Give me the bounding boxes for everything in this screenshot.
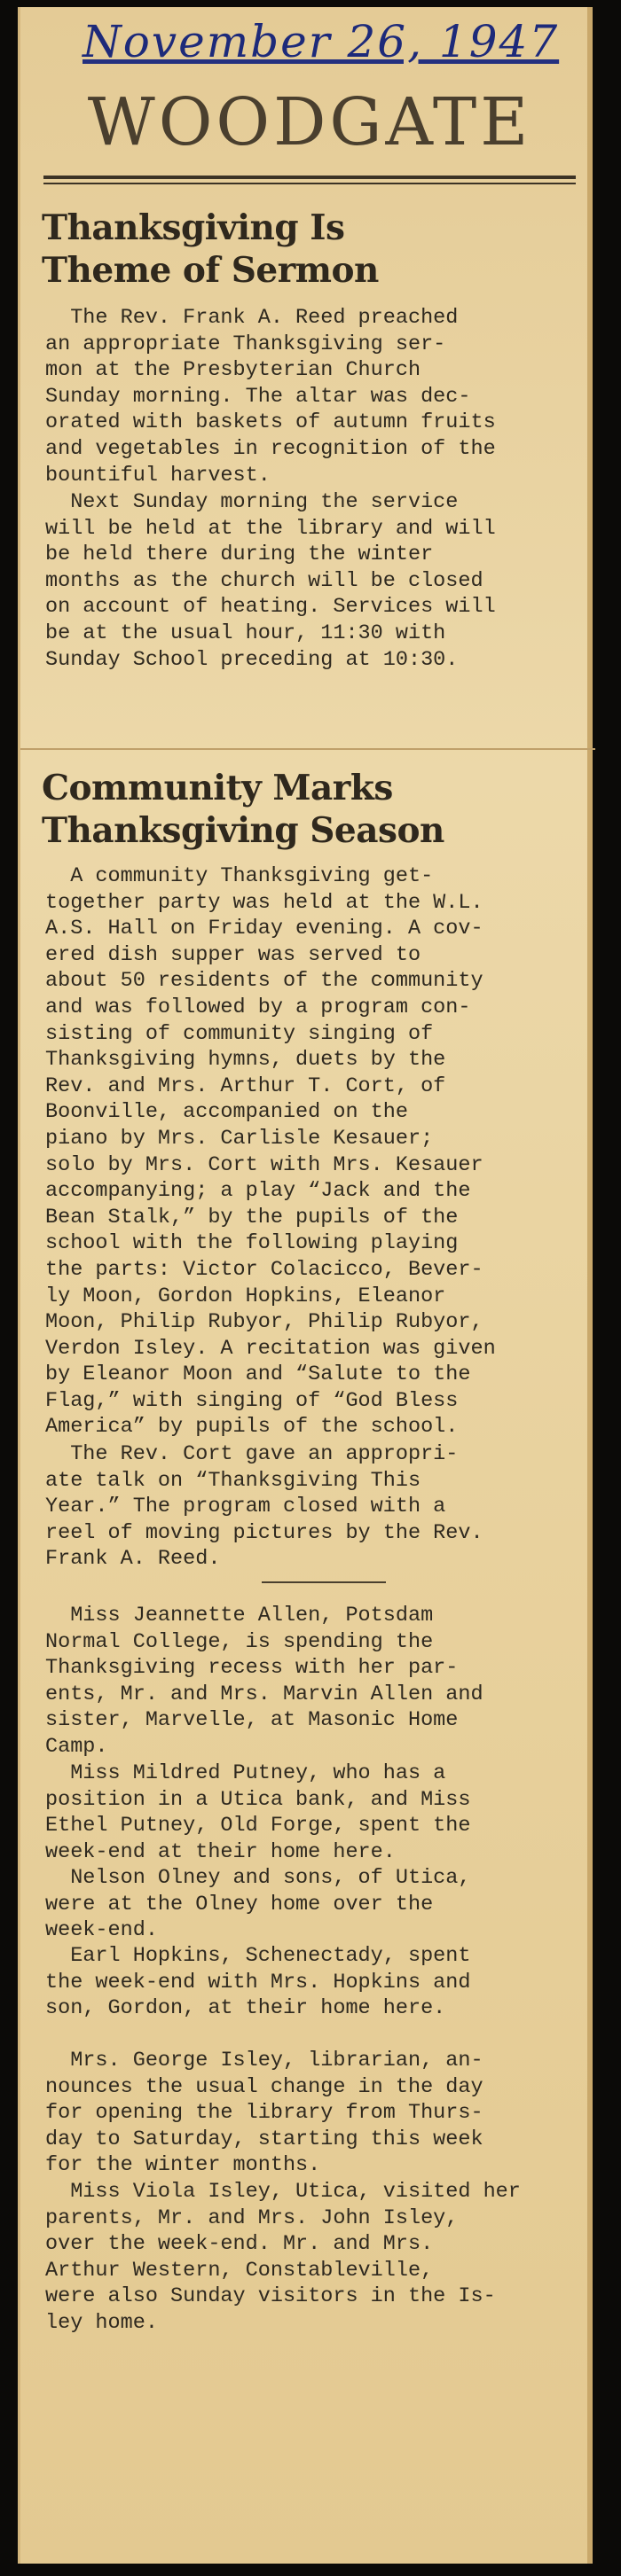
personal-item-putney: Miss Mildred Putney, who has a position in a Utica bank, and Miss Ethel Putney, Old Forge, spent the week-end at their home here. <box>45 1761 471 1864</box>
article1-headline-line1: Thanksgiving Is <box>42 207 345 248</box>
masthead-rule-top <box>43 176 576 179</box>
personal-item-library: Mrs. George Isley, librarian, an- nounces the usual change in the day for opening the library from Thurs- day to Saturday, starting this week for the winter months. <box>45 2049 483 2178</box>
clipping-seam <box>20 748 595 750</box>
article2-paragraph-1: A community Thanksgiving get- together party was held at the W.L. A.S. Hall on Friday evening. A cov- ered dish supper was served to about 50 residents of the community and was followed by a program con- sisting of community singing of Thanksgiving hymns, duets by the Rev. and Mrs. Arthur T. Cort, of Boonville, accompanied on the piano by Mrs. Carlisle Kesauer; solo by Mrs. Cort with Mrs. Kesauer accompanying; a play “Jack and the Bean Stalk,” by the pupils of the school with the following playing the parts: Victor Colacicco, Bever- ly Moon, Gordon Hopkins, Eleanor Moon, Philip Rubyor, Philip Rubyor, Verdon Isley. A recitation was given by Eleanor Moon and “Salute to the Flag,” with singing of “God Bless America” by pupils of the school. <box>45 864 496 1440</box>
article2-headline-line2: Thanksgiving Season <box>42 810 444 851</box>
masthead-title: WOODGATE <box>87 84 532 160</box>
personal-item-olney: Nelson Olney and sons, of Utica, were at the Olney home over the week-end. <box>45 1866 471 1943</box>
article1-paragraph-1: The Rev. Frank A. Reed preached an appropriate Thanksgiving ser- mon at the Presbyterian Church Sunday morning. The altar was dec- orated with baskets of autumn fruits and vegetables in recognition of the bountiful harvest. <box>45 306 496 488</box>
personal-item-isley: Miss Viola Isley, Utica, visited her parents, Mr. and Mrs. John Isley, over the week-end. Mr. and Mrs. Arthur Western, Constableville, were also Sunday visitors in the Is- ley home. <box>45 2180 521 2335</box>
personal-item-hopkins: Earl Hopkins, Schenectady, spent the week-end with Mrs. Hopkins and son, Gordon, at their home here. <box>45 1944 471 2021</box>
personal-item-allen: Miss Jeannette Allen, Potsdam Normal College, is spending the Thanksgiving recess with her par- ents, Mr. and Mrs. Marvin Allen and sister, Marvelle, at Masonic Home Camp. <box>45 1604 483 1759</box>
handwritten-date: November 26, 1947 <box>83 16 560 67</box>
newspaper-clipping <box>18 7 593 2564</box>
article2-headline-line1: Community Marks <box>42 768 393 808</box>
article2-paragraph-2: The Rev. Cort gave an appropri- ate talk on “Thanksgiving This Year.” The program closed with a reel of moving pictures by the Rev. Frank A. Reed. <box>45 1442 483 1572</box>
masthead-rule-bottom <box>43 183 576 184</box>
masthead <box>43 71 576 181</box>
article1-paragraph-2: Next Sunday morning the service will be held at the library and will be held there during the winter months as the church will be closed on account of heating. Services will be at the usual hour, 11:30 with Sunday School preceding at 10:30. <box>45 490 496 672</box>
article1-headline-line2: Theme of Sermon <box>42 250 379 291</box>
section-divider <box>262 1581 386 1583</box>
